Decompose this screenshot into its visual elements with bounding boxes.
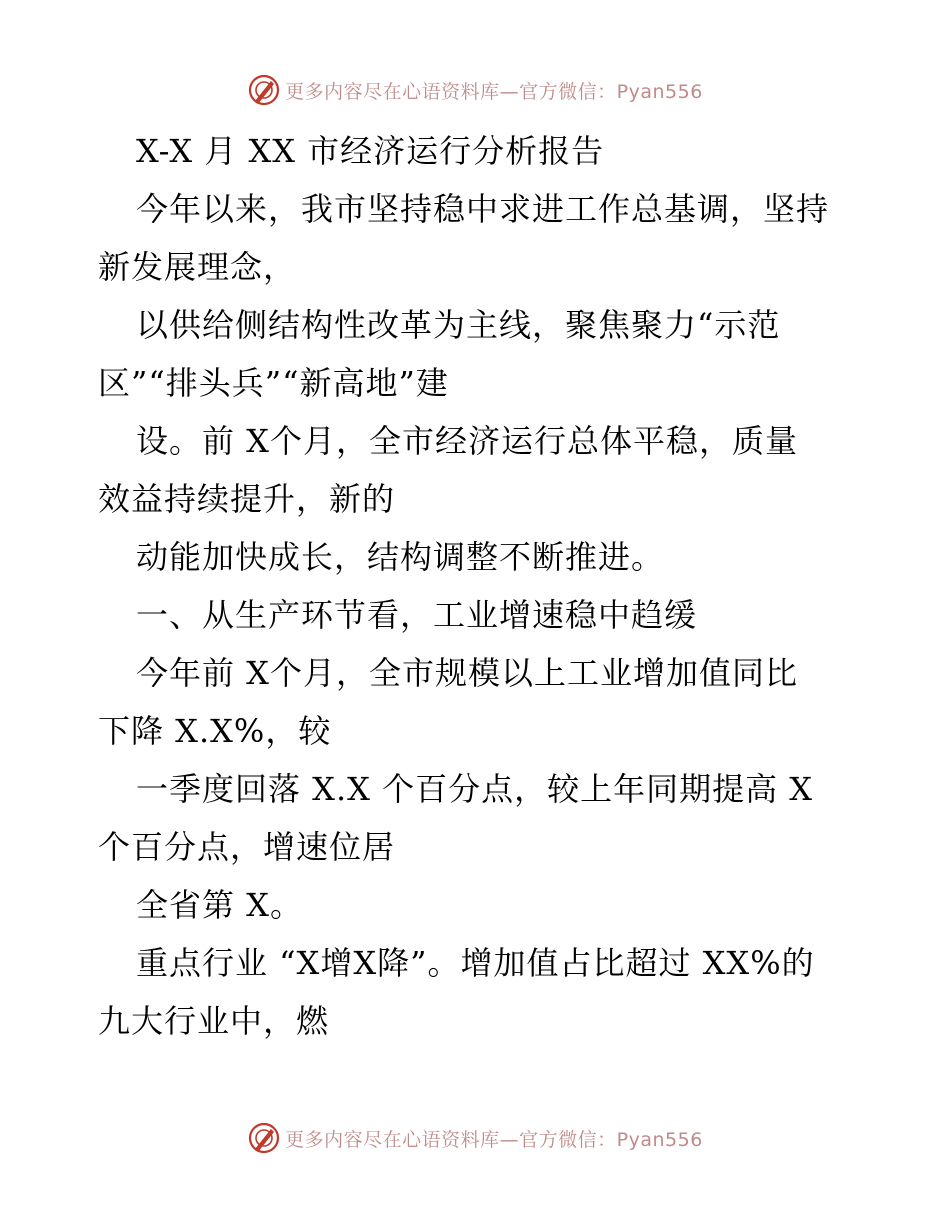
watermark-header <box>0 70 950 110</box>
text-line: 今年以来，我市坚持稳中求进工作总基调，坚持 <box>136 190 830 228</box>
text-line: 下降 X.X%，较 <box>98 712 332 750</box>
text-line: 一季度回落 X.X 个百分点，较上年同期提高 X <box>136 770 814 808</box>
text-line: 重点行业 “X增X降”。增加值占比超过 XX%的 <box>136 944 815 982</box>
text-line: 个百分点，增速位居 <box>98 828 396 866</box>
text-line: 区”“排头兵”“新高地”建 <box>98 364 449 402</box>
text-line: 今年前 X个月，全市规模以上工业增加值同比 <box>136 654 798 692</box>
document-title: X-X 月 XX 市经济运行分析报告 <box>136 132 605 170</box>
text-line: 以供给侧结构性改革为主线，聚焦聚力“示范 <box>136 306 781 344</box>
watermark-text: 更多内容尽在心语资料库—官方微信：Pyan556 <box>285 80 703 103</box>
text-line: 效益持续提升，新的 <box>98 480 396 518</box>
text-line: 动能加快成长，结构调整不断推进。 <box>136 538 665 576</box>
text-line: 设。前 X个月，全市经济运行总体平稳，质量 <box>136 422 798 460</box>
text-line: 全省第 X。 <box>136 886 303 924</box>
pen-logo-icon <box>247 1121 281 1155</box>
pen-logo-icon <box>247 73 281 107</box>
text-line: 九大行业中，燃 <box>98 1002 330 1040</box>
watermark-footer <box>0 1118 950 1158</box>
section-heading: 一、从生产环节看，工业增速稳中趋缓 <box>136 596 698 634</box>
watermark-text: 更多内容尽在心语资料库—官方微信：Pyan556 <box>285 1128 703 1151</box>
document-body <box>98 122 858 1050</box>
text-line: 新发展理念， <box>98 248 297 286</box>
